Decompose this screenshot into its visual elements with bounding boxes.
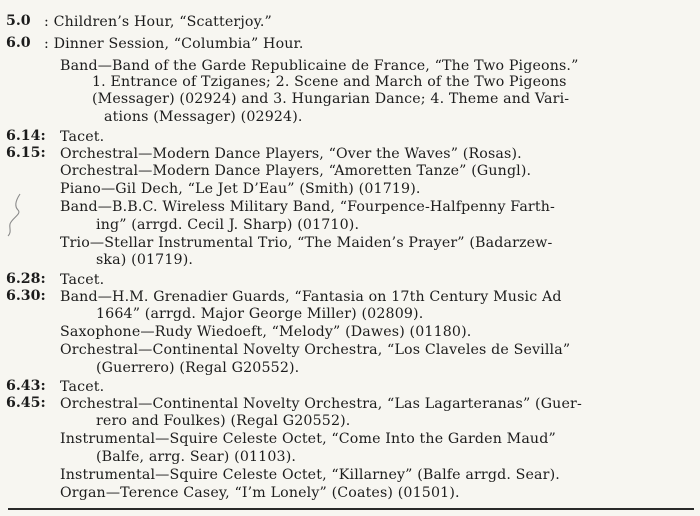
time-label: 6.28: xyxy=(6,271,46,287)
entry-text: Tacet. xyxy=(60,272,105,288)
entry-text: (Guerrero) (Regal G20552). xyxy=(96,360,300,376)
entry-text: Band—B.B.C. Wireless Military Band, “Fourpence-Halfpenny Farth- xyxy=(60,199,555,215)
entry-text: : Children’s Hour, “Scatterjoy.” xyxy=(44,14,272,30)
entry-text: (Balfe, arrg. Sear) (01103). xyxy=(96,449,297,465)
entry-text: Piano—Gil Dech, “Le Jet D’Eau” (Smith) (01719). xyxy=(60,181,421,197)
entry-text: Orchestral—Modern Dance Players, “Over the Waves” (Rosas). xyxy=(60,146,522,162)
entry-text: : Dinner Session, “Columbia” Hour. xyxy=(44,36,304,52)
entry-text: Band—Band of the Garde Republicaine de France, “The Two Pigeons.” xyxy=(60,58,579,74)
time-label: 6.43: xyxy=(6,378,46,394)
entry-text: Trio—Stellar Instrumental Trio, “The Maiden’s Prayer” (Badarzew- xyxy=(60,235,553,251)
entry-text: ations (Messager) (02924). xyxy=(104,109,303,125)
entry-text: Tacet. xyxy=(60,129,105,145)
entry-text: (Messager) (02924) and 3. Hungarian Dance; 4. Theme and Vari- xyxy=(92,91,570,107)
time-label: 6.30: xyxy=(6,288,46,304)
entry-text: ing” (arrgd. Cecil J. Sharp) (01710). xyxy=(96,217,360,233)
entry-text: Band—H.M. Grenadier Guards, “Fantasia on 17th Century Music Ad xyxy=(60,289,562,305)
time-label: 6.15: xyxy=(6,145,46,161)
bottom-rule xyxy=(8,508,694,510)
time-label: 6.0 xyxy=(6,35,31,51)
entry-text: Orchestral—Modern Dance Players, “Amoretten Tanze” (Gungl). xyxy=(60,163,532,179)
entry-text: 1. Entrance of Tziganes; 2. Scene and March of the Two Pigeons xyxy=(92,74,567,90)
entry-text: Instrumental—Squire Celeste Octet, “Come Into the Garden Maud” xyxy=(60,431,556,447)
time-label: 6.45: xyxy=(6,395,46,411)
entry-text: Tacet. xyxy=(60,379,105,395)
entry-text: Saxophone—Rudy Wiedoeft, “Melody” (Dawes) (01180). xyxy=(60,324,472,340)
entry-text: Orchestral—Continental Novelty Orchestra, “Los Claveles de Sevilla” xyxy=(60,342,571,358)
entry-text: 1664” (arrgd. Major George Miller) (02809). xyxy=(96,306,424,322)
entry-text: Instrumental—Squire Celeste Octet, “Killarney” (Balfe arrgd. Sear). xyxy=(60,467,560,483)
entry-text: ska) (01719). xyxy=(96,252,194,268)
entry-text: rero and Foulkes) (Regal G20552). xyxy=(96,413,351,429)
time-label: 6.14: xyxy=(6,128,46,144)
entry-text: Orchestral—Continental Novelty Orchestra, “Las Lagarteranas” (Guer- xyxy=(60,396,582,412)
margin-pencil-mark xyxy=(0,190,28,238)
entry-text: Organ—Terence Casey, “I’m Lonely” (Coates) (01501). xyxy=(60,485,460,501)
time-label: 5.0 xyxy=(6,13,31,29)
